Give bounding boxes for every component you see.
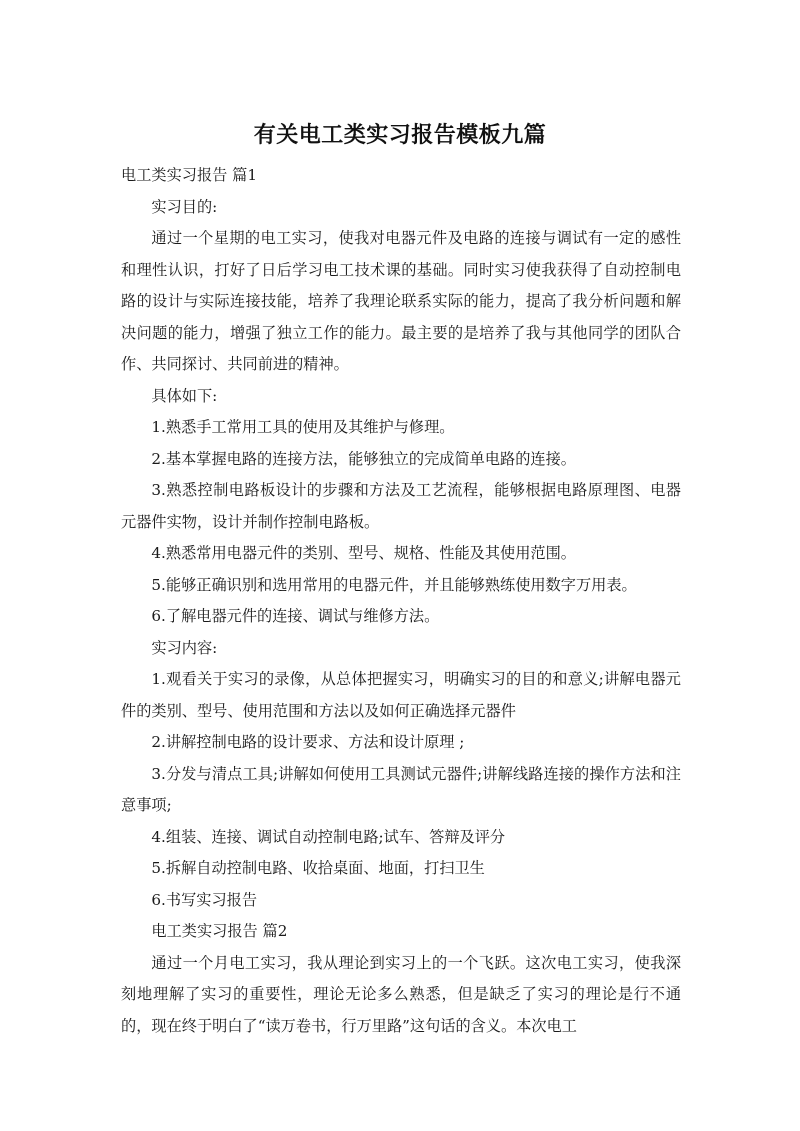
document-body <box>121 160 681 1042</box>
list-item: 3.分发与清点工具;讲解如何使用工具测试元器件;讲解线路连接的操作方法和注意事项; <box>121 764 681 814</box>
paragraph: 通过一个月电工实习，我从理论到实习上的一个飞跃。这次电工实习，使我深刻地理解了实习的重要性，理论无论多么熟悉，但是缺乏了实习的理论是行不通的，现在终于明白了“读万卷书，行万里路”这句话的含义。本次电工 <box>121 953 681 1035</box>
list-item: 5.拆解自动控制电路、收拾桌面、地面，打扫卫生 <box>151 859 485 877</box>
list-item: 5.能够正确识别和选用常用的电器元件，并且能够熟练使用数字万用表。 <box>151 575 637 594</box>
document-title: 有关电工类实习报告模板九篇 <box>253 123 547 148</box>
section-heading-1: 电工类实习报告 篇1 <box>121 166 257 184</box>
paragraph: 通过一个星期的电工实习，使我对电器元件及电路的连接与调试有一定的感性和理性认识，打好了日后学习电工技术课的基础。同时实习使我获得了自动控制电路的设计与实际连接技能，培养了我理论联系实际的能力，提高了我分析问题和解决问题的能力，增强了独立工作的能力。最主要的是培养了我与其他同学的团队合作、共同探讨、共同前进的精神。 <box>121 229 681 373</box>
list-item: 4.熟悉常用电器元件的类别、型号、规格、性能及其使用范围。 <box>151 544 576 562</box>
paragraph: 实习目的: <box>151 197 218 216</box>
list-item: 3.熟悉控制电路板设计的步骤和方法及工艺流程，能够根据电路原理图、电器元器件实物，设计并制作控制电路板。 <box>121 481 681 531</box>
list-item: 1.熟悉手工常用工具的使用及其维护与修理。 <box>151 418 455 436</box>
list-item: 4.组装、连接、调试自动控制电路;试车、答辩及评分 <box>151 827 506 846</box>
list-item: 6.书写实习报告 <box>151 890 258 909</box>
section-heading-2: 电工类实习报告 篇2 <box>151 922 288 940</box>
list-item: 6.了解电器元件的连接、调试与维修方法。 <box>151 607 440 625</box>
list-item: 1.观看关于实习的录像，从总体把握实习，明确实习的目的和意义;讲解电器元件的类别、型号、使用范围和方法以及如何正确选择元器件 <box>121 670 681 720</box>
paragraph: 实习内容: <box>151 638 218 657</box>
paragraph: 具体如下: <box>151 386 218 405</box>
list-item: 2.基本掌握电路的连接方法，能够独立的完成简单电路的连接。 <box>151 449 576 468</box>
list-item: 2.讲解控制电路的设计要求、方法和设计原理 ; <box>151 733 465 751</box>
